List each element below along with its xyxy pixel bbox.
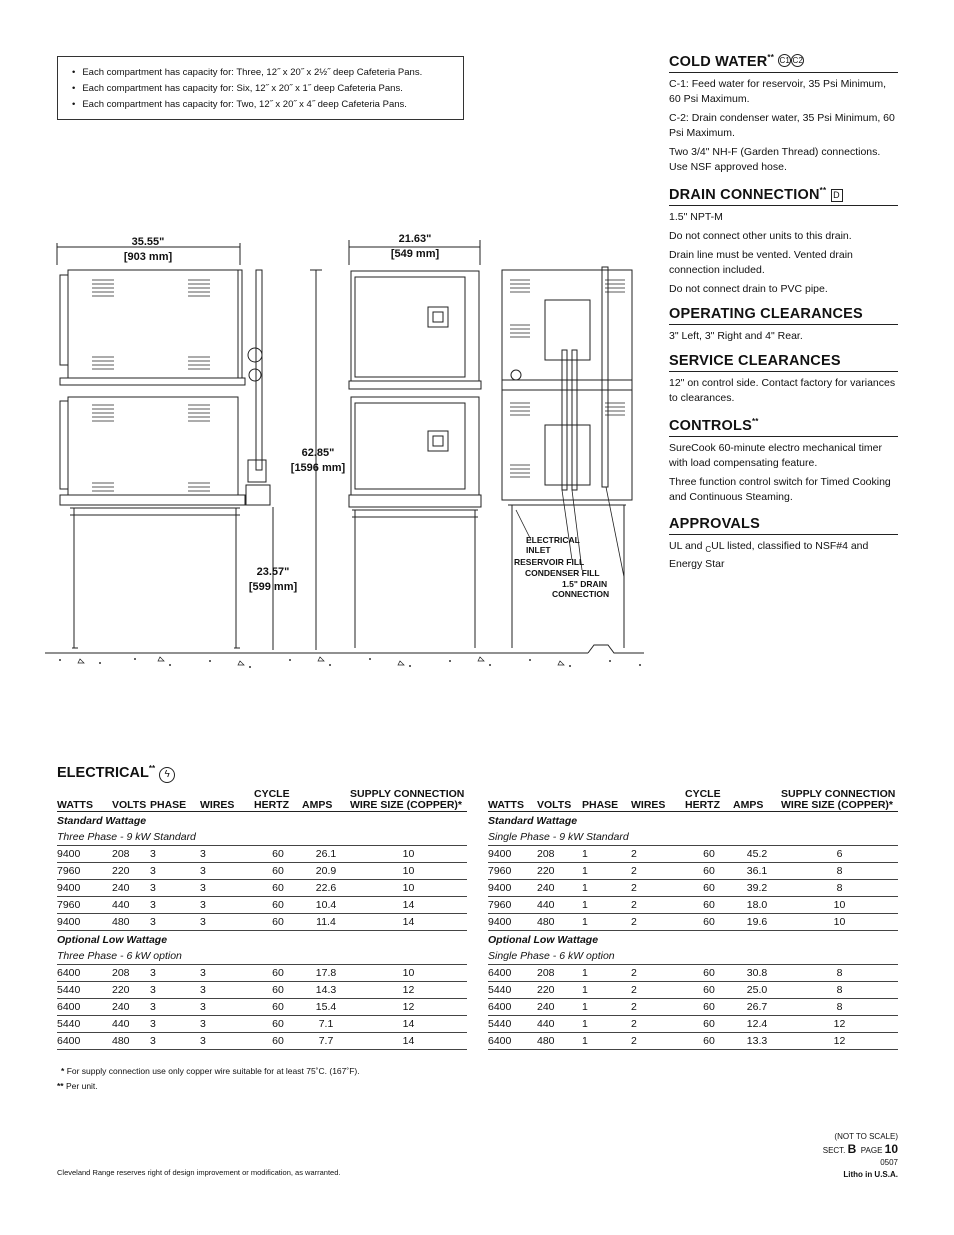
c1-tag: C1: [779, 55, 791, 65]
cold-water-line: Two 3/4" NH-F (Garden Thread) connections. Use NSF approved hose.: [669, 145, 881, 173]
table-cell: 3: [150, 914, 200, 931]
approvals-section: [669, 516, 898, 572]
width-mm: [903 mm]: [123, 251, 173, 263]
height-in: 62.85": [301, 447, 335, 459]
operating-text: 3" Left, 3" Right and 4" Rear.: [669, 330, 803, 342]
capacity-line: • Each compartment has capacity for: Six, 12˝ x 20˝ x 1˝ deep Cafeteria Pans.: [72, 81, 463, 97]
table-cell: 7960: [488, 897, 537, 914]
table-cell: 7960: [488, 863, 537, 880]
col-cycle: CYCLE HERTZ: [254, 783, 302, 812]
table-cell: 2: [631, 880, 685, 897]
table-cell: 220: [112, 863, 150, 880]
table-cell: 1: [582, 914, 631, 931]
col-supply: SUPPLY CONNECTION WIRE SIZE (COPPER)*: [781, 783, 898, 812]
table-cell: 60: [254, 863, 302, 880]
electrical-heading: ELECTRICAL** ϟ: [57, 764, 175, 783]
table-cell: 440: [112, 1016, 150, 1033]
group-title-row: [488, 812, 898, 830]
group-subtitle: Single Phase - 6 kW option: [488, 948, 898, 965]
table-cell: 1: [582, 965, 631, 982]
table-cell: 8: [781, 863, 898, 880]
table-cell: 60: [685, 965, 733, 982]
table-cell: 60: [254, 1016, 302, 1033]
stand-in: 23.57": [256, 566, 290, 578]
table-cell: 440: [112, 897, 150, 914]
depth-in: 21.63": [398, 233, 432, 245]
table-row: [488, 965, 898, 982]
table-cell: 22.6: [302, 880, 350, 897]
depth-mm: [549 mm]: [390, 248, 440, 260]
service-section: [669, 353, 898, 406]
page-info: [823, 1131, 898, 1181]
table-cell: 10: [350, 863, 467, 880]
operating-heading: OPERATING CLEARANCES: [669, 306, 898, 325]
table-row: [488, 880, 898, 897]
controls-section: [669, 417, 898, 505]
table-cell: 3: [150, 999, 200, 1016]
table-cell: 36.1: [733, 863, 781, 880]
table-cell: 9400: [57, 846, 112, 863]
group-subtitle: Single Phase - 9 kW Standard: [488, 829, 898, 846]
table-row: [488, 863, 898, 880]
drain-heading: DRAIN CONNECTION** D: [669, 186, 898, 206]
table-cell: 60: [685, 982, 733, 999]
not-to-scale: (NOT TO SCALE): [834, 1132, 898, 1141]
table-cell: 208: [537, 846, 582, 863]
table-cell: 3: [200, 982, 254, 999]
table-row: [57, 1016, 467, 1033]
elevation-drawing: [40, 225, 650, 685]
table-cell: 12: [350, 982, 467, 999]
table-cell: 240: [537, 999, 582, 1016]
group-subtitle-row: [488, 829, 898, 846]
table-cell: 2: [631, 846, 685, 863]
table-row: [57, 914, 467, 931]
table-cell: 6400: [57, 965, 112, 982]
lightning-icon: ϟ: [159, 767, 175, 783]
table-row: [488, 846, 898, 863]
col-watts: WATTS: [57, 783, 112, 812]
group-title: Standard Wattage: [57, 814, 147, 827]
table-cell: 60: [685, 880, 733, 897]
col-supply: SUPPLY CONNECTION WIRE SIZE (COPPER)*: [350, 783, 467, 812]
height-mm: [1596 mm]: [290, 462, 346, 474]
table-row: [57, 965, 467, 982]
table-cell: 3: [200, 863, 254, 880]
table-cell: 60: [254, 965, 302, 982]
table-row: [57, 1033, 467, 1050]
group-title-row: [57, 812, 467, 830]
table-cell: 480: [537, 1033, 582, 1050]
table-cell: 1: [582, 999, 631, 1016]
table-cell: 6: [781, 846, 898, 863]
group-title-row: [488, 931, 898, 949]
col-phase: PHASE: [582, 783, 631, 812]
table-cell: 1: [582, 846, 631, 863]
table-cell: 1: [582, 863, 631, 880]
print-code: 0507: [880, 1158, 898, 1167]
cold-water-heading: COLD WATER** C1 C2: [669, 53, 898, 73]
col-amps: AMPS: [302, 783, 350, 812]
table-cell: 3: [200, 846, 254, 863]
table-cell: 3: [150, 1033, 200, 1050]
table-cell: 3: [150, 863, 200, 880]
table-cell: 60: [254, 1033, 302, 1050]
c2-tag: C2: [792, 55, 804, 65]
table-row: [488, 1033, 898, 1050]
table-cell: 10: [350, 880, 467, 897]
group-subtitle-row: [488, 948, 898, 965]
table-cell: 5440: [488, 1016, 537, 1033]
table-cell: 12: [781, 1033, 898, 1050]
group-title: Optional Low Wattage: [57, 933, 168, 946]
disclaimer: Cleveland Range reserves right of design improvement or modification, as warranted.: [57, 1168, 341, 1177]
table-cell: 1: [582, 982, 631, 999]
col-volts: VOLTS: [112, 783, 150, 812]
table-cell: 440: [537, 897, 582, 914]
table-cell: 9400: [488, 880, 537, 897]
table-cell: 7.7: [302, 1033, 350, 1050]
drain-line: 1.5" NPT-M: [669, 210, 723, 223]
rear-view: [502, 267, 632, 648]
approvals-heading: APPROVALS: [669, 516, 898, 535]
callout-reservoir-fill: RESERVOIR FILL: [514, 557, 585, 567]
col-watts: WATTS: [488, 783, 537, 812]
col-phase: PHASE: [150, 783, 200, 812]
table-row: [57, 897, 467, 914]
table-cell: 3: [200, 880, 254, 897]
table-cell: 14: [350, 1016, 467, 1033]
table-cell: 5440: [57, 982, 112, 999]
cold-water-line: C-1: Feed water for reservoir, 35 Psi Minimum, 60 Psi Maximum.: [669, 77, 887, 105]
callout-inlet: INLET: [526, 545, 551, 555]
table-row: [488, 914, 898, 931]
table-cell: 440: [537, 1016, 582, 1033]
table-cell: 12.4: [733, 1016, 781, 1033]
group-subtitle-row: [57, 829, 467, 846]
table-cell: 3: [150, 1016, 200, 1033]
table-cell: 60: [685, 863, 733, 880]
callout-drain: 1.5" DRAIN: [562, 579, 608, 589]
table-cell: 2: [631, 1016, 685, 1033]
table-row: [488, 982, 898, 999]
table-cell: 18.0: [733, 897, 781, 914]
table-cell: 2: [631, 965, 685, 982]
table-cell: 2: [631, 863, 685, 880]
footnote-double-star: ** Per unit.: [57, 1081, 98, 1091]
table-cell: 220: [537, 863, 582, 880]
drain-line: Do not connect other units to this drain.: [669, 229, 852, 242]
table-row: [57, 880, 467, 897]
table-cell: 39.2: [733, 880, 781, 897]
capacity-line: • Each compartment has capacity for: Three, 12˝ x 20˝ x 2½˝ deep Cafeteria Pans.: [72, 65, 463, 81]
table-cell: 1: [582, 1016, 631, 1033]
table-cell: 9400: [57, 914, 112, 931]
table-cell: 2: [631, 1033, 685, 1050]
service-heading: SERVICE CLEARANCES: [669, 353, 898, 372]
table-cell: 10.4: [302, 897, 350, 914]
table-cell: 14: [350, 1033, 467, 1050]
group-title: Standard Wattage: [488, 814, 578, 827]
col-amps: AMPS: [733, 783, 781, 812]
table-cell: 6400: [488, 965, 537, 982]
table-cell: 60: [685, 999, 733, 1016]
table-cell: 3: [150, 965, 200, 982]
table-cell: 12: [350, 999, 467, 1016]
table-cell: 208: [537, 965, 582, 982]
table-cell: 26.1: [302, 846, 350, 863]
table-row: [488, 1016, 898, 1033]
table-cell: 6400: [488, 1033, 537, 1050]
group-subtitle: Three Phase - 6 kW option: [57, 948, 467, 965]
col-volts: VOLTS: [537, 783, 582, 812]
table-row: [488, 897, 898, 914]
table-cell: 60: [685, 897, 733, 914]
table-cell: 8: [781, 880, 898, 897]
table-cell: 5440: [488, 982, 537, 999]
footnote-star: * For supply connection use only copper wire suitable for at least 75˚C. (167˚F).: [61, 1066, 360, 1076]
table-cell: 3: [150, 846, 200, 863]
table-cell: 10: [350, 846, 467, 863]
table-cell: 10: [781, 914, 898, 931]
table-cell: 480: [112, 1033, 150, 1050]
table-cell: 13.3: [733, 1033, 781, 1050]
table-cell: 17.8: [302, 965, 350, 982]
table-row: [57, 863, 467, 880]
table-cell: 6400: [57, 999, 112, 1016]
table-cell: 3: [200, 999, 254, 1016]
electrical-table-three-phase: [57, 783, 467, 1050]
table-cell: 2: [631, 999, 685, 1016]
table-cell: 480: [537, 914, 582, 931]
table-cell: 6400: [488, 999, 537, 1016]
table-cell: 7960: [57, 863, 112, 880]
table-cell: 60: [254, 897, 302, 914]
capacity-box: [57, 56, 464, 120]
table-cell: 25.0: [733, 982, 781, 999]
table-cell: 8: [781, 982, 898, 999]
table-cell: 2: [631, 897, 685, 914]
callout-condenser-fill: CONDENSER FILL: [525, 568, 600, 578]
cold-water-line: C-2: Drain condenser water, 35 Psi Minimum, 60 Psi Maximum.: [669, 111, 895, 139]
drain-tag: D: [831, 189, 843, 202]
callout-connection: CONNECTION: [552, 589, 610, 599]
table-cell: 60: [254, 999, 302, 1016]
table-cell: 60: [685, 1033, 733, 1050]
table-cell: 60: [685, 1016, 733, 1033]
table-cell: 208: [112, 965, 150, 982]
table-cell: 14.3: [302, 982, 350, 999]
table-cell: 5440: [57, 1016, 112, 1033]
table-cell: 8: [781, 999, 898, 1016]
approvals-text: UL and $_C$UL listed, classified to NSF#4 and Energy Star: [669, 540, 869, 571]
table-cell: 26.7: [733, 999, 781, 1016]
stand-mm: [599 mm]: [248, 581, 298, 593]
table-cell: 3: [200, 1033, 254, 1050]
table-cell: 1: [582, 897, 631, 914]
table-cell: 3: [150, 880, 200, 897]
table-cell: 8: [781, 965, 898, 982]
table-cell: 14: [350, 897, 467, 914]
group-title: Optional Low Wattage: [488, 933, 599, 946]
table-cell: 45.2: [733, 846, 781, 863]
service-text: 12" on control side. Contact factory for variances to clearances.: [669, 377, 896, 404]
table-row: [57, 999, 467, 1016]
table-cell: 7960: [57, 897, 112, 914]
capacity-line: • Each compartment has capacity for: Two, 12˝ x 20˝ x 4˝ deep Cafeteria Pans.: [72, 97, 463, 113]
table-row: [57, 982, 467, 999]
table-cell: 20.9: [302, 863, 350, 880]
drain-line: Drain line must be vented. Vented drain connection included.: [669, 248, 853, 276]
litho: Litho in U.S.A.: [843, 1170, 898, 1179]
controls-line: Three function control switch for Timed Cooking and Continuous Steaming.: [669, 475, 891, 503]
col-cycle: CYCLE HERTZ: [685, 783, 733, 812]
callout-electrical: ELECTRICAL: [526, 535, 580, 545]
table-cell: 9400: [57, 880, 112, 897]
controls-heading: CONTROLS**: [669, 417, 898, 437]
table-cell: 3: [200, 965, 254, 982]
front-view: [349, 233, 481, 648]
table-cell: 30.8: [733, 965, 781, 982]
table-cell: 11.4: [302, 914, 350, 931]
table-cell: 14: [350, 914, 467, 931]
table-cell: 60: [254, 846, 302, 863]
table-cell: 3: [150, 897, 200, 914]
table-cell: 7.1: [302, 1016, 350, 1033]
table-cell: 10: [781, 897, 898, 914]
table-cell: 2: [631, 914, 685, 931]
col-wires: WIRES: [200, 783, 254, 812]
width-in: 35.55": [131, 236, 165, 248]
table-cell: 60: [685, 846, 733, 863]
controls-line: SureCook 60-minute electro mechanical timer with load compensating feature.: [669, 441, 883, 469]
drain-line: Do not connect drain to PVC pipe.: [669, 282, 828, 295]
table-row: [488, 999, 898, 1016]
table-cell: 60: [685, 914, 733, 931]
table-cell: 240: [112, 880, 150, 897]
table-cell: 60: [254, 880, 302, 897]
group-title-row: [57, 931, 467, 949]
operating-section: [669, 306, 898, 344]
table-cell: 208: [112, 846, 150, 863]
table-cell: 3: [200, 1016, 254, 1033]
table-cell: 9400: [488, 914, 537, 931]
side-view: [57, 236, 346, 650]
table-cell: 3: [150, 982, 200, 999]
table-cell: 3: [200, 914, 254, 931]
table-cell: 60: [254, 914, 302, 931]
floor-line: [45, 645, 644, 668]
table-cell: 1: [582, 880, 631, 897]
table-cell: 19.6: [733, 914, 781, 931]
table-cell: 15.4: [302, 999, 350, 1016]
table-cell: 240: [537, 880, 582, 897]
table-cell: 12: [781, 1016, 898, 1033]
cold-water-section: [669, 53, 898, 175]
table-cell: 1: [582, 1033, 631, 1050]
table-cell: 2: [631, 982, 685, 999]
table-cell: 220: [112, 982, 150, 999]
group-subtitle-row: [57, 948, 467, 965]
table-cell: 9400: [488, 846, 537, 863]
electrical-table-single-phase: [488, 783, 898, 1050]
table-cell: 6400: [57, 1033, 112, 1050]
table-cell: 60: [254, 982, 302, 999]
table-cell: 10: [350, 965, 467, 982]
section-page: SECT. B PAGE 10: [822, 1142, 898, 1156]
table-cell: 3: [200, 897, 254, 914]
table-cell: 220: [537, 982, 582, 999]
table-cell: 480: [112, 914, 150, 931]
col-wires: WIRES: [631, 783, 685, 812]
table-row: [57, 846, 467, 863]
group-subtitle: Three Phase - 9 kW Standard: [57, 829, 467, 846]
table-cell: 240: [112, 999, 150, 1016]
drain-section: [669, 186, 898, 297]
